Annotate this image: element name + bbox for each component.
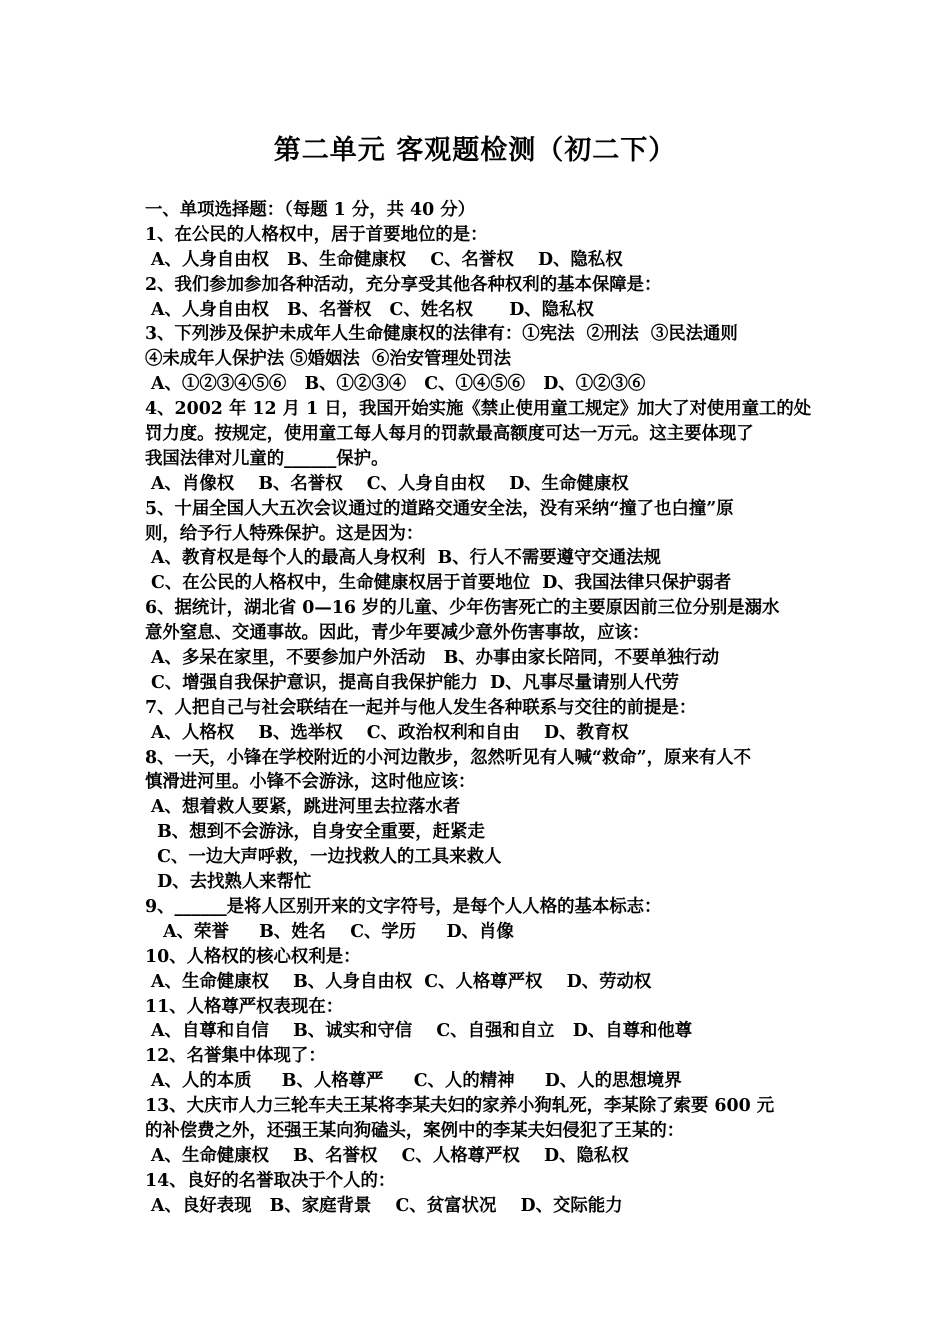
answer-options-line: C、增强自我保护意识，提高自我保护能力 D、凡事尽量请别人代劳 — [145, 672, 680, 693]
question-text-line: 6、据统计，湖北省 0—16 岁的儿童、少年伤害死亡的主要原因前三位分别是溺水 — [145, 598, 780, 619]
answer-options-line: A、生命健康权 B、名誉权 C、人格尊严权 D、隐私权 — [145, 1145, 629, 1166]
document-title: 第二单元 客观题检测（初二下） — [273, 135, 677, 166]
question-text-line: 13、大庆市人力三轮车夫王某将李某夫妇的家养小狗轧死，李某除了索要 600 元 — [145, 1096, 775, 1117]
question-text-line: 3、下列涉及保护未成年人生命健康权的法律有：①宪法 ②刑法 ③民法通则 — [145, 324, 738, 345]
answer-options-line: A、自尊和自信 B、诚实和守信 C、自强和自立 D、自尊和他尊 — [145, 1021, 693, 1042]
question-text-line: 10、人格权的核心权利是： — [145, 946, 361, 967]
question-text-line: 14、良好的名誉取决于个人的： — [145, 1170, 396, 1191]
answer-options-line: B、想到不会游泳，自身安全重要，赶紧走 — [145, 822, 485, 843]
answer-options-line: C、一边大声呼救，一边找救人的工具来救人 — [145, 847, 502, 868]
answer-options-line: A、人格权 B、选举权 C、政治权利和自由 D、教育权 — [145, 722, 629, 743]
question-text-line: 11、人格尊严权表现在： — [145, 996, 344, 1017]
answer-options-line: A、多呆在家里，不要参加户外活动 B、办事由家长陪同，不要单独行动 — [145, 648, 720, 669]
question-text-line: 4、2002 年 12 月 1 日，我国开始实施《禁止使用童工规定》加大了对使用童工的处 — [145, 399, 812, 420]
question-text-line: 8、一天，小锋在学校附近的小河边散步，忽然听见有人喊“救命”，原来有人不 — [145, 747, 752, 768]
answer-options-line: A、良好表现 B、家庭背景 C、贫富状况 D、交际能力 — [145, 1195, 623, 1216]
question-text-line: ④未成年人保护法 ⑤婚姻法 ⑥治安管理处罚法 — [145, 349, 511, 370]
question-text-line: 意外窒息、交通事故。因此，青少年要减少意外伤害事故，应该： — [145, 623, 650, 644]
answer-options-line: A、荣誉 B、姓名 C、学历 D、肖像 — [145, 921, 514, 942]
question-text-line: 则，给予行人特殊保护。这是因为： — [145, 523, 424, 544]
question-text-line: 12、名誉集中体现了： — [145, 1046, 326, 1067]
question-text-line: 罚力度。按规定，使用童工每人每月的罚款最高额度可达一万元。这主要体现了 — [145, 424, 754, 445]
answer-options-line: A、想着救人要紧，跳进河里去拉落水者 — [145, 797, 461, 818]
answer-options-line: A、人的本质 B、人格尊严 C、人的精神 D、人的思想境界 — [145, 1071, 682, 1092]
answer-options-line: D、去找熟人来帮忙 — [145, 872, 312, 893]
question-text-line: 1、在公民的人格权中，居于首要地位的是： — [145, 224, 488, 245]
section-heading: 一、单项选择题：（每题 1 分，共 40 分） — [145, 200, 476, 220]
answer-options-line: A、人身自由权 B、生命健康权 C、名誉权 D、隐私权 — [145, 249, 623, 270]
question-text-line: 5、十届全国人大五次会议通过的道路交通安全法，没有采纳“撞了也白撞”原 — [145, 498, 734, 519]
answer-options-line: A、①②③④⑤⑥ B、①②③④ C、①④⑤⑥ D、①②③⑥ — [145, 374, 646, 395]
answer-options-line: A、生命健康权 B、人身自由权 C、人格尊严权 D、劳动权 — [145, 971, 652, 992]
question-text-line: 我国法律对儿童的______保护。 — [145, 448, 389, 469]
question-text-line: 9、______是将人区别开来的文字符号，是每个人人格的基本标志： — [145, 896, 662, 917]
question-text-line: 2、我们参加参加各种活动，充分享受其他各种权利的基本保障是： — [145, 274, 662, 295]
question-text-line: 的补偿费之外，还强王某向狗磕头，案例中的李某夫妇侵犯了王某的： — [145, 1120, 685, 1141]
answer-options-line: C、在公民的人格权中，生命健康权居于首要地位 D、我国法律只保护弱者 — [145, 573, 732, 594]
answer-options-line: A、教育权是每个人的最高人身权利 B、行人不需要遵守交通法规 — [145, 548, 661, 569]
question-list — [145, 223, 810, 1219]
document-body — [145, 198, 810, 1219]
question-text-line: 慎滑进河里。小锋不会游泳，这时他应该： — [145, 772, 476, 793]
answer-options-line: A、肖像权 B、名誉权 C、人身自由权 D、生命健康权 — [145, 473, 629, 494]
question-text-line: 7、人把自己与社会联结在一起并与他人发生各种联系与交往的前提是： — [145, 697, 697, 718]
answer-options-line: A、人身自由权 B、名誉权 C、姓名权 D、隐私权 — [145, 299, 594, 320]
